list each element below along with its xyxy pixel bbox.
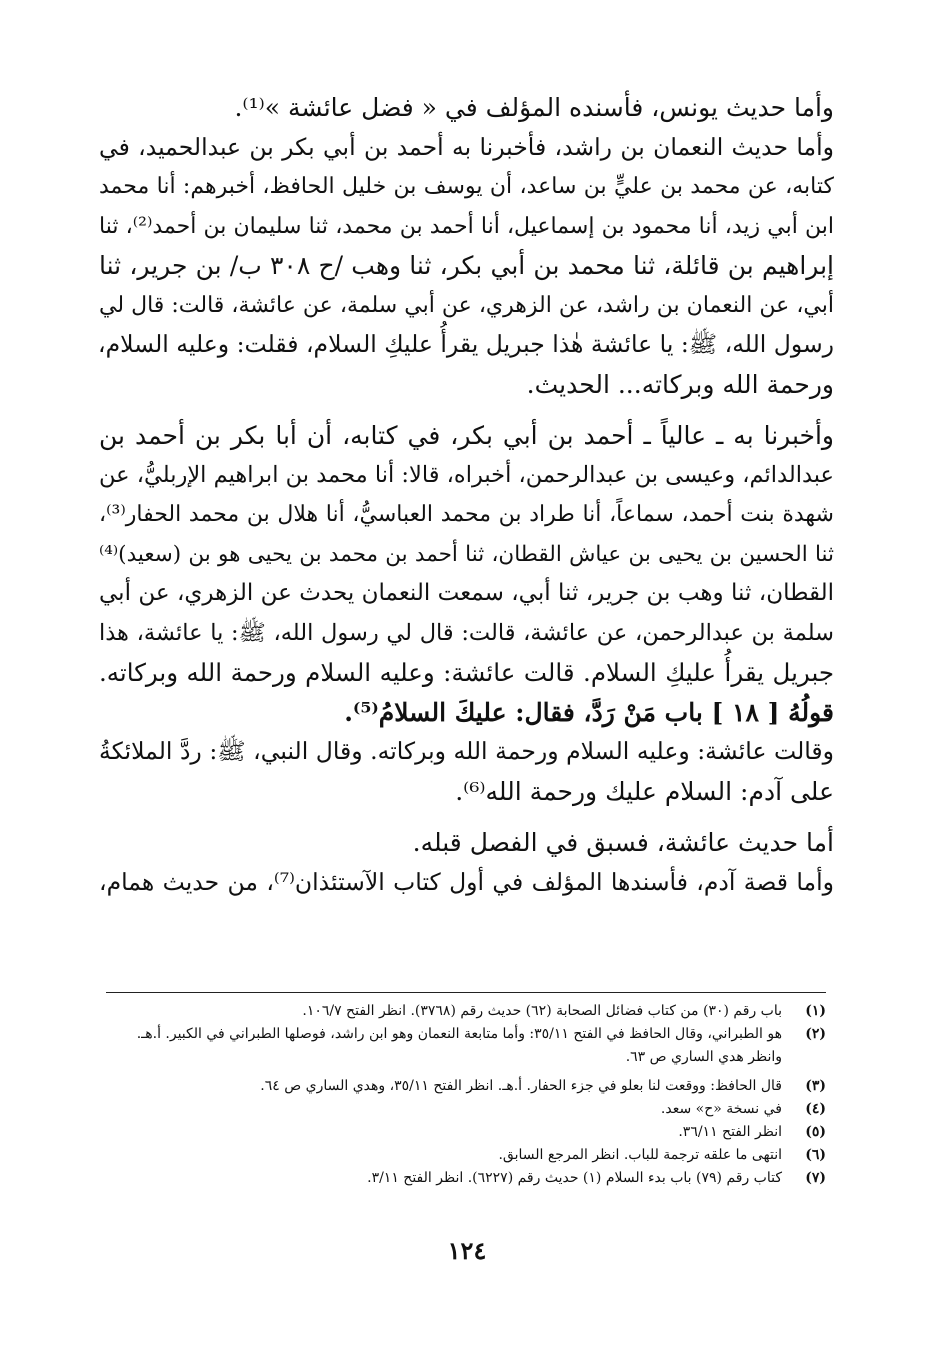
footnote-text: في نسخة «ح» سعد. [660,1101,782,1117]
footnote [106,1000,826,1023]
footnote-number: (٧) [805,1170,826,1186]
footnote-text: انظر الفتح ٣٦/١١. [678,1124,782,1140]
text-line: وقالت عائشة: وعليه السلام ورحمة الله وبركاته. وقال النبي، ﷺ: ردَّ الملائكةُ [99,737,834,765]
footnotes [106,1000,826,1190]
footnote [106,1121,826,1144]
footnote [106,1023,826,1046]
footnote [106,1144,826,1167]
footnote-number: (٦) [805,1147,826,1163]
footnote-number: (٢) [805,1026,826,1042]
text-line: شهدة بنت أحمد، سماعاً، أنا طراد بن محمد العباسيُّ، أنا هلال بن محمد الحفار⁽³⁾، [99,502,834,527]
text-line: كتابه، عن محمد بن عليٍّ بن ساعد، أن يوسف بن خليل الحافظ، أخبرهم: أنا محمد [99,174,834,199]
footnote [106,1098,826,1121]
text-line: ورحمة الله وبركاته... الحديث. [526,369,834,399]
footnote-number [782,1046,826,1069]
footnote-text: كتاب رقم (٧٩) باب بدء السلام (١) حديث رقم (٦٢٢٧). انظر الفتح ٣/١١. [367,1170,782,1186]
footnote-number: (٥) [805,1124,826,1140]
footnote-text: هو الطبراني، وقال الحافظ في الفتح ٣٥/١١: وأما متابعة النعمان وهو ابن راشد، فوصلها الطبراني في الكبير. أ.هـ. [136,1026,782,1042]
footnote [106,1075,826,1098]
footnote-text: انتهى ما علقه ترجمة للباب. انظر المرجع السابق. [498,1147,782,1163]
footnote-divider [106,992,826,993]
footnote-text: باب رقم (٣٠) من كتاب فضائل الصحابة (٦٢) حديث رقم (٣٧٦٨). انظر الفتح ١٠٦/٧. [302,1003,782,1019]
footnote [106,1167,826,1190]
text-line: على آدم: السلام عليك ورحمة الله⁽⁶⁾. [455,776,834,806]
text-line: أما حديث عائشة، فسبق في الفصل قبله. [412,828,834,857]
text-line: عبدالدائم، وعيسى بن عبدالرحمن، أخبراه، قالا: أنا محمد بن ابراهيم الإربليُّ، عن [99,461,834,488]
text-line: وأما حديث يونس، فأسنده المؤلف في « فضل عائشة »⁽¹⁾. [234,93,834,122]
text-line: وأما حديث النعمان بن راشد، فأخبرنا به أحمد بن أبي بكر بن عبدالحميد، في [99,132,834,161]
text-line: أبي، عن النعمان بن راشد، عن الزهري، عن أبي سلمة، عن عائشة، قالت: قال لي [99,292,834,318]
text-line: سلمة بن عبدالرحمن، عن عائشة، قالت: قال لي رسول الله، ﷺ: يا عائشة، هذا [99,619,834,646]
text-line: وأخبرنا به ـ عالياً ـ أحمد بن أبي بكر، في كتابه، أن أبا بكر بن أحمد بن [99,421,834,450]
chapter-heading: قولُهُ [ ١٨ ] باب مَنْ رَدَّ، فقال: عليكَ السلامُ⁽⁵⁾. [344,697,834,727]
main-text [99,88,834,902]
footnote-continuation [106,1046,826,1069]
footnote-text: قال الحافظ: ووقعت لنا بعلو في جزء الحفار. أ.هـ. انظر الفتح ٣٥/١١، وهدي الساري ص ٦٤. [260,1078,782,1094]
footnote-number: (٤) [805,1101,826,1117]
text-line: رسول الله، ﷺ: يا عائشة هٰذا جبريل يقرأُ عليكِ السلام، فقلت: وعليه السلام، [98,330,834,358]
page-number: ١٢٤ [447,1236,487,1265]
text-line: ابن أبي زيد، أنا محمود بن إسماعيل، أنا أحمد بن محمد، ثنا سليمان بن أحمد⁽²⁾، ثنا [99,213,834,239]
footnote-text: وانظر هدي الساري ص ٦٣. [625,1049,782,1065]
footnote-number: (٣) [805,1078,826,1094]
text-line: ثنا الحسين بن يحيى بن عياش القطان، ثنا أحمد بن محمد بن يحيى هو بن (سعيد)⁽⁴⁾ [99,541,834,567]
text-line: جبريل يقرأُ عليكِ السلام. قالت عائشة: وعليه السلام ورحمة الله وبركاته. [99,658,834,687]
text-line: القطان، ثنا وهب بن جرير، ثنا أبي، سمعت النعمان يحدث عن الزهري، عن أبي [99,580,834,606]
text-line: إبراهيم بن قائلة، ثنا محمد بن أبي بكر، ثنا وهب /ح ٣٠٨ ب/ بن جرير، ثنا [99,251,834,280]
footnote-number: (١) [805,1003,826,1019]
text-line: وأما قصة آدم، فأسندها المؤلف في أول كتاب الآستئذان⁽⁷⁾، من حديث همام، [99,867,834,896]
